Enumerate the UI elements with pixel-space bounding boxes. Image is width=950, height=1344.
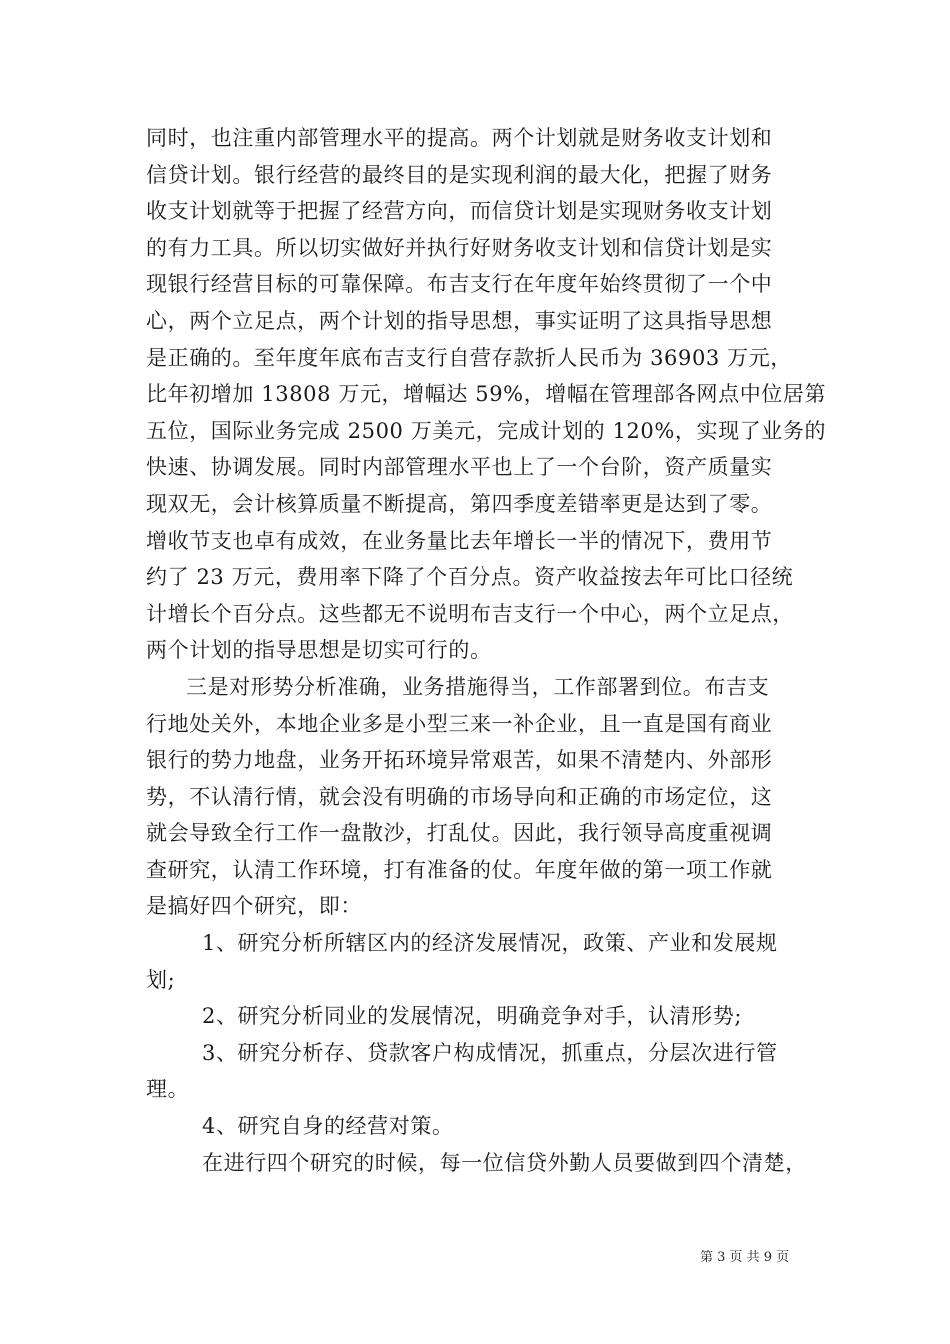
text-line: 的有力工具。所以切实做好并执行好财务收支计划和信贷计划是实	[146, 235, 773, 260]
text-line: 计增长个百分点。这些都无不说明布吉支行一个中心，两个立足点，	[146, 601, 794, 626]
paragraph-start-line: 三是对形势分析准确，业务措施得当，工作部署到位。布吉支	[186, 674, 770, 699]
text-line: 增收节支也卓有成效，在业务量比去年增长一半的情况下，费用节	[146, 528, 773, 553]
list-item-1: 1、研究分析所辖区内的经济发展情况，政策、产业和发展规	[202, 931, 778, 956]
text-line: 收支计划就等于把握了经营方向，而信贷计划是实现财务收支计划	[146, 199, 773, 224]
text-line: 银行的势力地盘，业务开拓环境异常艰苦，如果不清楚内、外部形	[146, 748, 773, 773]
text-line: 现银行经营目标的可靠保障。布吉支行在年度年始终贯彻了一个中	[146, 272, 773, 297]
list-item-4: 4、研究自身的经营对策。	[202, 1114, 454, 1139]
text-line: 行地处关外，本地企业多是小型三来一补企业，且一直是国有商业	[146, 711, 773, 736]
text-line: 信贷计划。银行经营的最终目的是实现利润的最大化，把握了财务	[146, 162, 773, 187]
text-line: 比年初增加 13808 万元，增幅达 59%，增幅在管理部各网点中位居第	[146, 382, 827, 407]
paragraph-start-line: 在进行四个研究的时候，每一位信贷外勤人员要做到四个清楚，	[202, 1150, 807, 1175]
text-line: 约了 23 万元，费用率下降了个百分点。资产收益按去年可比口径统	[146, 565, 794, 590]
text-line: 就会导致全行工作一盘散沙，打乱仗。因此，我行领导高度重视调	[146, 821, 773, 846]
text-line: 是正确的。至年度年底布吉支行自营存款折人民币为 36903 万元，	[146, 345, 792, 370]
text-line: 查研究，认清工作环境，打有准备的仗。年度年做的第一项工作就	[146, 857, 773, 882]
text-line: 两个计划的指导思想是切实可行的。	[146, 638, 492, 663]
text-line: 心，两个立足点，两个计划的指导思想，事实证明了这具指导思想	[146, 308, 773, 333]
list-item-3: 3、研究分析存、贷款客户构成情况，抓重点，分层次进行管	[202, 1040, 778, 1065]
text-line: 是搞好四个研究，即：	[146, 894, 362, 919]
page-number-footer: 第 3 页 共 9 页	[700, 1250, 790, 1265]
list-item-2: 2、研究分析同业的发展情况，明确竞争对手，认清形势;	[202, 1004, 743, 1029]
text-line: 现双无，会计核算质量不断提高，第四季度差错率更是达到了零。	[146, 491, 773, 516]
text-line: 划;	[146, 967, 176, 992]
text-line: 理。	[146, 1077, 190, 1102]
document-body	[146, 120, 836, 1181]
text-line: 同时，也注重内部管理水平的提高。两个计划就是财务收支计划和	[146, 126, 773, 150]
text-line: 快速、协调发展。同时内部管理水平也上了一个台阶，资产质量实	[146, 455, 773, 480]
text-line: 五位，国际业务完成 2500 万美元，完成计划的 120%，实现了业务的	[146, 418, 827, 443]
text-line: 势，不认清行情，就会没有明确的市场导向和正确的市场定位，这	[146, 784, 773, 809]
